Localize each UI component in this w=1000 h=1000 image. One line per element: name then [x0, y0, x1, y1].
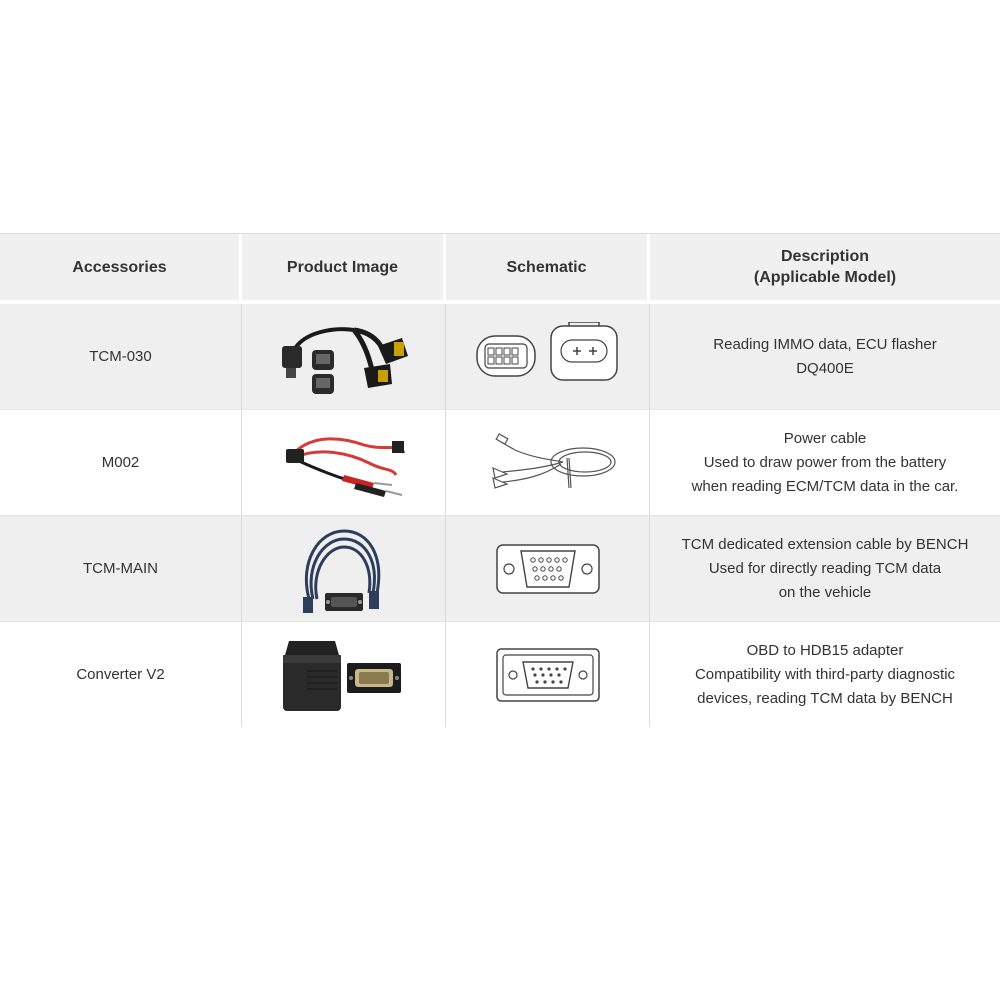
header-accessories: Accessories [0, 234, 242, 300]
accessory-name: M002 [0, 410, 242, 515]
m002-power-cable-image [274, 423, 414, 503]
description: Reading IMMO data, ECU flasher DQ400E [713, 335, 937, 377]
description: OBD to HDB15 adapter Compatibility with third-party diagnostic devices, reading TCM data by BENCH [694, 641, 956, 707]
description: TCM dedicated extension cable by BENCH Used for directly reading TCM data on the vehicle [681, 535, 969, 601]
table-row [0, 409, 1000, 515]
product-image [242, 304, 446, 409]
accessory-name: TCM-030 [0, 304, 242, 409]
hdb15-female-schematic [493, 539, 603, 599]
product-image [242, 622, 446, 727]
schematic [446, 516, 650, 621]
converter-v2-image [279, 635, 409, 715]
tcm-main-cable-image [289, 521, 399, 616]
table-header [0, 233, 1000, 304]
header-schematic: Schematic [446, 234, 650, 300]
schematic [446, 304, 650, 409]
tcm030-connector-schematic [473, 322, 623, 392]
tcm030-cable-image [274, 312, 414, 402]
header-product-image: Product Image [242, 234, 446, 300]
m002-cable-schematic [473, 428, 623, 498]
header-description: Description (Applicable Model) [753, 248, 897, 286]
table-row [0, 304, 1000, 409]
schematic [446, 410, 650, 515]
accessory-name: Converter V2 [0, 622, 242, 727]
table-row [0, 621, 1000, 727]
accessories-table [0, 233, 1000, 727]
schematic [446, 622, 650, 727]
hdb15-adapter-schematic [493, 645, 603, 705]
table-row [0, 515, 1000, 621]
product-image [242, 516, 446, 621]
description: Power cable Used to draw power from the battery when reading ECM/TCM data in the car. [691, 429, 959, 495]
product-image [242, 410, 446, 515]
accessory-name: TCM-MAIN [0, 516, 242, 621]
